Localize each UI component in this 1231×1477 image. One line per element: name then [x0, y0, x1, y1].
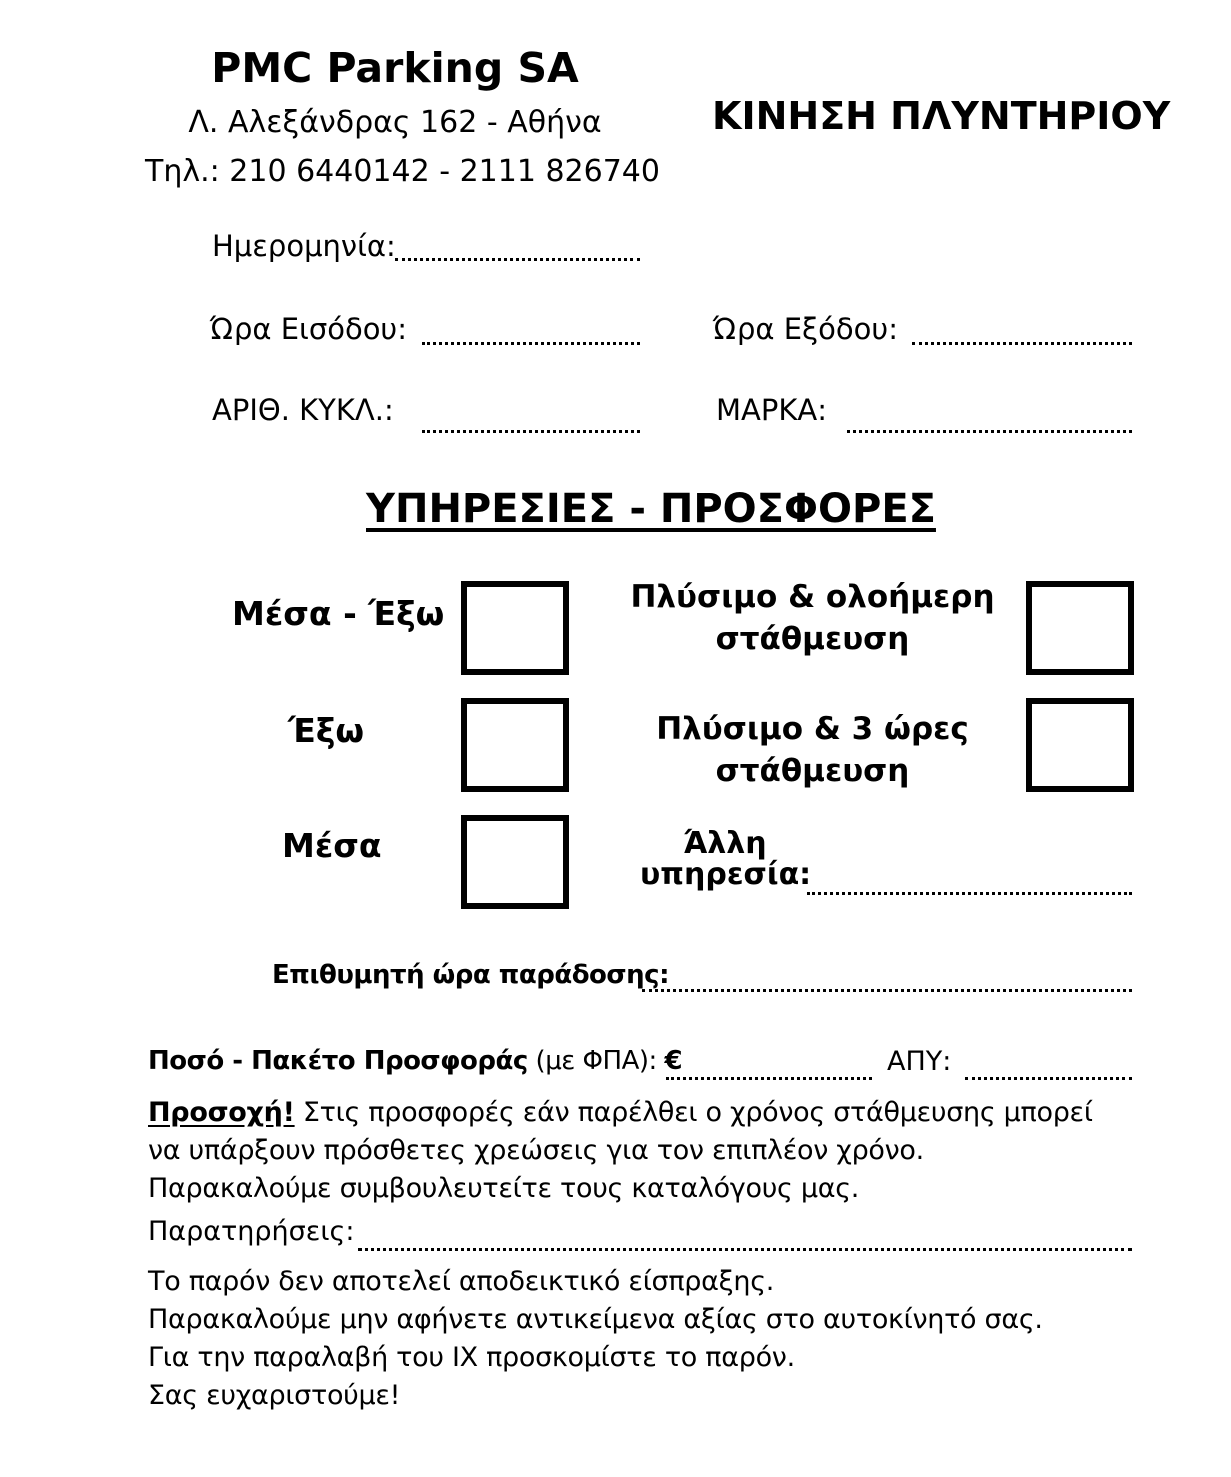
remarks-field[interactable] — [358, 1248, 1132, 1251]
amount-label-vat: (με ΦΠΑ): — [527, 1046, 665, 1076]
attention-label: Προσοχή! — [148, 1097, 295, 1128]
amount-label-bold: Ποσό - Πακέτο Προσφοράς — [148, 1046, 528, 1076]
service-other-line1: Άλλη — [683, 826, 767, 861]
service-outside-checkbox[interactable] — [461, 698, 569, 792]
entry-time-label: Ώρα Εισόδου: — [210, 312, 407, 346]
company-phone: Τηλ.: 210 6440142 - 2111 826740 — [145, 154, 660, 189]
notice-line2: να υπάρξουν πρόσθετες χρεώσεις για τον επιπλέον χρόνο. — [148, 1135, 924, 1166]
service-outside-label: Έξω — [288, 711, 365, 750]
amount-label — [148, 1046, 682, 1076]
service-wash-3h-line1: Πλύσιμο & 3 ώρες — [656, 711, 969, 747]
remarks-label: Παρατηρήσεις: — [148, 1216, 355, 1247]
date-label: Ημερομηνία: — [212, 229, 396, 263]
amount-field[interactable] — [666, 1077, 872, 1080]
delivery-time-field[interactable] — [642, 989, 1132, 992]
footer-line1: Το παρόν δεν αποτελεί αποδεικτικό είσπραξης. — [148, 1266, 775, 1297]
footer-line4: Σας ευχαριστούμε! — [148, 1380, 401, 1411]
footer-line3: Για την παραλαβή του ΙΧ προσκομίστε το παρόν. — [148, 1342, 795, 1373]
date-field[interactable] — [395, 258, 640, 261]
service-other-label — [640, 828, 810, 890]
apy-label: ΑΠΥ: — [887, 1046, 952, 1077]
footer — [148, 1263, 1043, 1415]
plate-label: ΑΡΙΘ. ΚΥΚΛ.: — [212, 393, 394, 427]
notice-line1 — [148, 1094, 1093, 1132]
service-inside-checkbox[interactable] — [461, 815, 569, 909]
form-title: ΚΙΝΗΣΗ ΠΛΥΝΤΗΡΙΟΥ — [712, 94, 1171, 138]
notice — [148, 1094, 1093, 1208]
service-wash-full-day-line2: στάθμευση — [715, 621, 910, 657]
entry-time-field[interactable] — [422, 342, 640, 345]
service-inside-outside-checkbox[interactable] — [461, 581, 569, 675]
services-heading: ΥΠΗΡΕΣΙΕΣ - ΠΡΟΣΦΟΡΕΣ — [366, 486, 936, 532]
company-address: Λ. Αλεξάνδρας 162 - Αθήνα — [188, 105, 602, 140]
footer-line2: Παρακαλούμε μην αφήνετε αντικείμενα αξίας στο αυτοκίνητό σας. — [148, 1304, 1043, 1335]
service-wash-3h-line2: στάθμευση — [715, 753, 910, 789]
euro-sign: € — [664, 1046, 683, 1076]
notice-text1: Στις προσφορές εάν παρέλθει ο χρόνος στάθμευσης μπορεί — [294, 1097, 1093, 1128]
notice-line3: Παρακαλούμε συμβουλευτείτε τους καταλόγους μας. — [148, 1173, 860, 1204]
service-wash-3h-label — [620, 708, 1005, 792]
exit-time-label: Ώρα Εξόδου: — [713, 312, 898, 346]
service-other-field[interactable] — [807, 892, 1132, 895]
brand-label: ΜΑΡΚΑ: — [716, 393, 827, 427]
service-inside-outside-label: Μέσα - Έξω — [232, 594, 445, 633]
apy-field[interactable] — [965, 1077, 1132, 1080]
service-wash-3h-checkbox[interactable] — [1026, 698, 1134, 792]
service-wash-full-day-line1: Πλύσιμο & ολοήμερη — [630, 579, 995, 615]
service-inside-label: Μέσα — [282, 826, 382, 865]
service-wash-full-day-checkbox[interactable] — [1026, 581, 1134, 675]
service-wash-full-day-label — [620, 576, 1005, 660]
exit-time-field[interactable] — [912, 342, 1132, 345]
brand-field[interactable] — [847, 430, 1132, 433]
delivery-time-label: Επιθυμητή ώρα παράδοσης: — [272, 960, 669, 990]
service-other-line2: υπηρεσία: — [640, 857, 812, 892]
plate-field[interactable] — [422, 430, 640, 433]
company-name: PMC Parking SA — [211, 44, 579, 92]
